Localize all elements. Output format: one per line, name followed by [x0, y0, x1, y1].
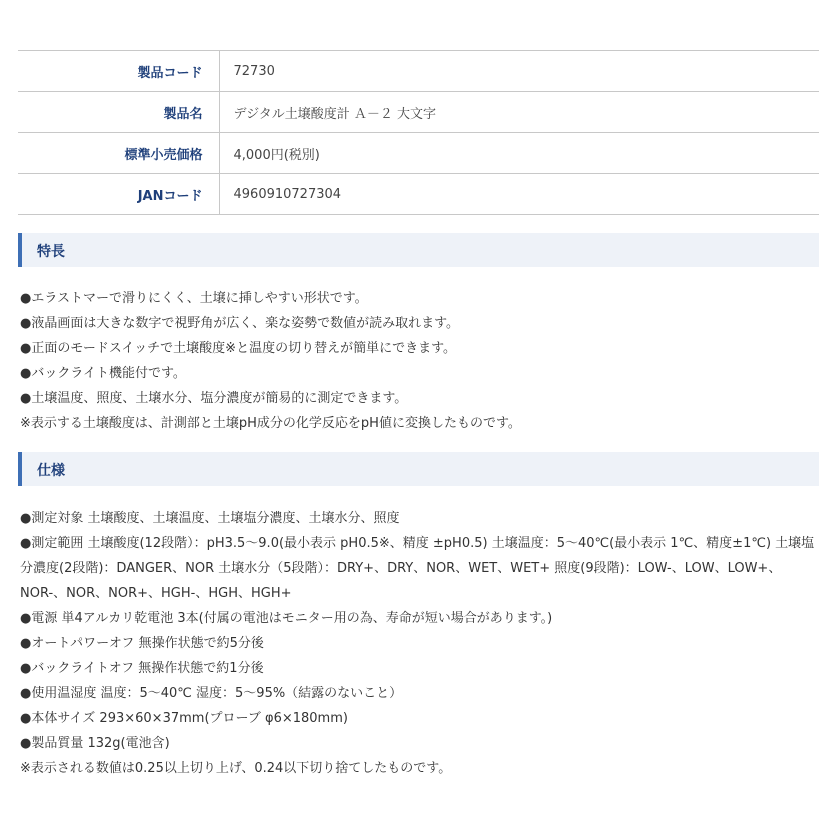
list-item: ●液晶画面は大きな数字で視野角が広く、楽な姿勢で数値が読み取れます。: [20, 316, 460, 331]
list-item: ●使用温湿度 温度：5～40℃ 湿度：5～95%（結露のないこと）: [20, 686, 403, 701]
table-row: [18, 174, 819, 215]
features-title: 特長: [37, 244, 65, 260]
list-item: ●正面のモードスイッチで土壌酸度※と温度の切り替えが簡単にできます。: [20, 341, 457, 356]
note-item: ※表示する土壌酸度は、計測部と土壌pH成分の化学反応をpH値に変換したものです。: [20, 416, 521, 431]
list-item: ●オートパワーオフ 無操作状態で約5分後: [20, 636, 264, 651]
list-item: ●電源 単4アルカリ乾電池 3本(付属の電池はモニター用の為、寿命が短い場合があります。): [20, 611, 553, 626]
list-item: ●測定範囲 土壌酸度(12段階）：pH3.5～9.0(最小表示 pH0.5※、精度 ±pH0.5) 土壌温度：5～40℃(最小表示 1℃、精度±1℃) 土壌塩分濃度(2段階)：DANGER、NOR 土壌水分（5段階）：DRY+、DRY、NOR、WET、WET+ 照度(9段階)：LOW-、LOW、LOW+、NOR-、NOR、NOR+、HGH-、HGH、HGH+: [20, 536, 815, 601]
table-row: [18, 51, 819, 92]
list-item: ●製品質量 132g(電池含): [20, 736, 170, 751]
retail-price-value: 4,000円(税別): [233, 147, 320, 163]
product-info-table: [18, 50, 819, 215]
table-row: [18, 133, 819, 174]
features-list: [20, 286, 820, 436]
list-item: ●本体サイズ 293×60×37mm(プローブ φ6×180mm): [20, 711, 348, 726]
list-item: ●バックライトオフ 無操作状態で約1分後: [20, 661, 264, 676]
product-name-value: デジタル土壌酸度計 Ａ－２ 大文字: [233, 106, 436, 122]
list-item: ●エラストマーで滑りにくく、土壌に挿しやすい形状です。: [20, 291, 368, 306]
jan-code-label: JANコード: [18, 174, 219, 215]
specs-list: [20, 506, 820, 781]
list-item: ●測定対象 土壌酸度、土壌温度、土壌塩分濃度、土壌水分、照度: [20, 511, 400, 526]
note-item: ※表示される数値は0.25以上切り上げ、0.24以下切り捨てしたものです。: [20, 761, 452, 776]
jan-code-value: 4960910727304: [233, 186, 342, 202]
product-name-label: 製品名: [18, 92, 219, 133]
list-item: ●土壌温度、照度、土壌水分、塩分濃度が簡易的に測定できます。: [20, 391, 408, 406]
features-section-header: [18, 233, 819, 267]
table-row: [18, 92, 819, 133]
retail-price-label: 標準小売価格: [18, 133, 219, 174]
specs-section-header: [18, 452, 819, 486]
product-code-value: 72730: [233, 63, 275, 79]
specs-title: 仕様: [37, 463, 65, 479]
product-code-label: 製品コード: [18, 51, 219, 92]
list-item: ●バックライト機能付です。: [20, 366, 186, 381]
